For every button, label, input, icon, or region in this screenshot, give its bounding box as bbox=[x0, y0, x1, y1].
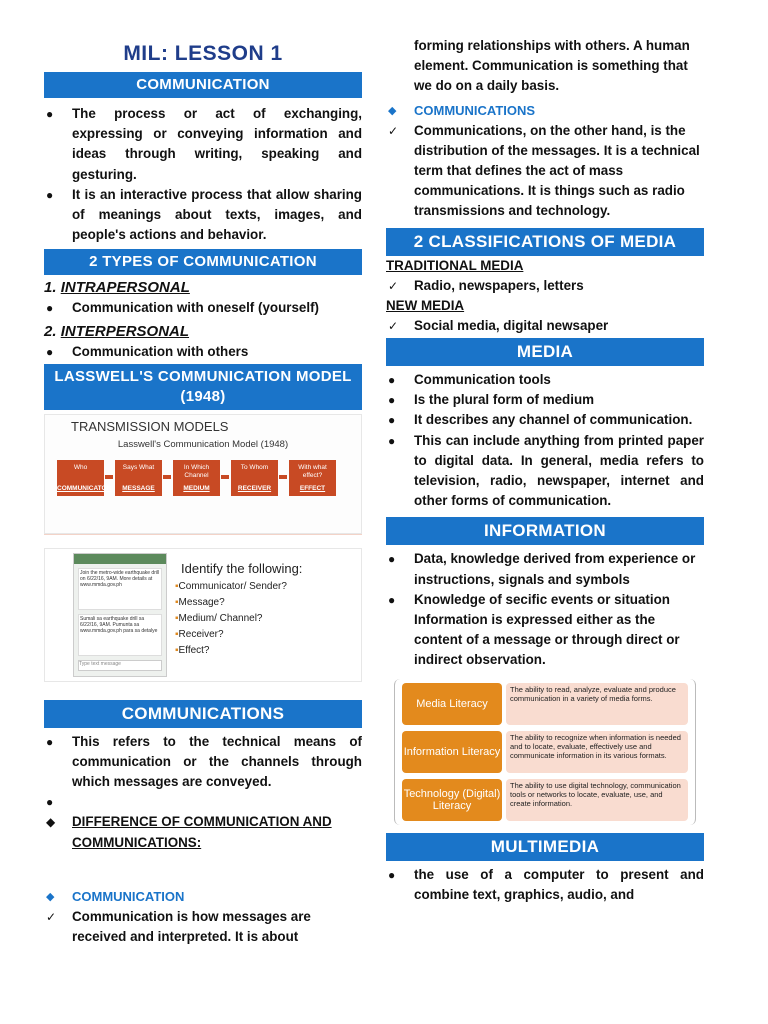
bullet-icon: ● bbox=[46, 795, 54, 810]
bullet-icon: ● bbox=[46, 344, 54, 359]
list-item: ✓ Social media, digital newsaper bbox=[386, 316, 704, 336]
phone-screen bbox=[73, 553, 167, 677]
interpersonal-heading: 2. INTERPERSONAL bbox=[44, 322, 190, 340]
list-item bbox=[44, 792, 362, 812]
check-icon: ✓ bbox=[388, 278, 399, 293]
new-media-label: NEW MEDIA bbox=[386, 297, 465, 313]
list-item: ✓ Radio, newspapers, letters bbox=[386, 276, 704, 296]
bullet-icon: ● bbox=[388, 393, 396, 408]
literacy-label: Technology (Digital) Literacy bbox=[402, 779, 502, 821]
right-column bbox=[386, 0, 704, 905]
literacy-desc: The ability to read, analyze, evaluate and produce communication in a variety of media forms. bbox=[506, 683, 688, 725]
sms-message: Sumali sa earthquake drill sa 6/22/16, 9AM. Pumunta sa www.mmda.gov.ph para sa detalye bbox=[78, 614, 162, 656]
check-icon: ✓ bbox=[388, 318, 399, 333]
list-item: ● Is the plural form of medium bbox=[386, 390, 704, 410]
identify-option: ▪Message? bbox=[175, 596, 225, 608]
communication-subheading: ◆ COMMUNICATION bbox=[44, 887, 362, 907]
literacy-diagram bbox=[386, 679, 704, 829]
literacy-row bbox=[402, 779, 692, 821]
diamond-icon: ◆ bbox=[388, 104, 397, 117]
intrapersonal-heading: 1. INTRAPERSONAL bbox=[44, 279, 190, 297]
lasswell-subheading: Lasswell's Communication Model (1948) bbox=[117, 438, 289, 450]
identify-option: ▪Communicator/ Sender? bbox=[175, 580, 287, 592]
model-step: With what effect? EFFECT bbox=[289, 460, 336, 496]
transmission-models-heading: TRANSMISSION MODELS bbox=[71, 418, 229, 434]
diamond-icon: ◆ bbox=[46, 890, 55, 903]
list-item: ● Communication with oneself (yourself) bbox=[44, 298, 362, 318]
sms-message: Join the metro-wide earthquake drill on 6/22/16, 9AM. More details at www.mmda.gov.ph bbox=[78, 568, 162, 610]
types-bar: 2 TYPES OF COMMUNICATION bbox=[44, 249, 362, 275]
bullet-icon: ● bbox=[388, 592, 396, 607]
information-text: Information is expressed either as the content of a message or through direct or indirect observation. bbox=[414, 612, 680, 668]
left-column bbox=[44, 0, 362, 947]
list-item: ✓ Communication is how messages are received and interpreted. It is about bbox=[46, 908, 311, 945]
arrow-icon bbox=[163, 475, 171, 479]
check-icon: ✓ bbox=[388, 123, 399, 138]
list-item: ● Knowledge of secific events or situation bbox=[386, 590, 704, 610]
page-title: MIL: LESSON 1 bbox=[123, 42, 283, 65]
list-item: ● The process or act of exchanging, expressing or conveying information and ideas through writing, speaking and gesturing. bbox=[46, 106, 362, 182]
bullet-icon: ● bbox=[388, 373, 396, 388]
list-item: ● It is an interactive process that allow sharing of meanings about texts, images, and people's actions and behavior. bbox=[46, 186, 362, 243]
traditional-media-label: TRADITIONAL MEDIA bbox=[386, 257, 524, 273]
bullet-icon: ● bbox=[46, 734, 54, 749]
literacy-row bbox=[402, 683, 692, 725]
model-step: In Which Channel MEDIUM bbox=[173, 460, 220, 496]
diamond-icon: ◆ bbox=[46, 815, 56, 830]
literacy-desc: The ability to recognize when information is needed and to locate, evaluate, effectively use and communicate information in its various formats. bbox=[506, 731, 688, 773]
literacy-label: Media Literacy bbox=[402, 683, 502, 725]
lasswell-model-image bbox=[44, 414, 362, 534]
model-step: Says What MESSAGE bbox=[115, 460, 162, 496]
phone-sms-image bbox=[44, 548, 362, 682]
sms-input: Type text message bbox=[78, 660, 162, 671]
continued-text: forming relationships with others. A human element. Communication is something that we do on a daily basis. bbox=[414, 38, 690, 94]
list-item: ● Data, knowledge derived from experience or instructions, signals and symbols bbox=[388, 551, 696, 587]
literacy-row bbox=[402, 731, 692, 773]
bullet-icon: ● bbox=[46, 107, 54, 121]
identify-heading: Identify the following: bbox=[181, 560, 303, 576]
bullet-icon: ● bbox=[388, 433, 396, 448]
bullet-icon: ● bbox=[388, 413, 396, 428]
arrow-icon bbox=[279, 475, 287, 479]
arrow-icon bbox=[105, 475, 113, 479]
bullet-icon: ● bbox=[388, 867, 396, 882]
list-item: ● Communication with others bbox=[44, 342, 362, 362]
check-icon: ✓ bbox=[46, 909, 57, 924]
difference-heading: ◆ DIFFERENCE OF COMMUNICATION AND COMMUNICATIONS: bbox=[46, 814, 332, 850]
literacy-label: Information Literacy bbox=[402, 731, 502, 773]
list-item: ● This can include anything from printed paper to digital data. In general, media refers to television, radio, newspaper, internet and other forms of communication. bbox=[388, 432, 704, 509]
classifications-bar: 2 CLASSIFICATIONS OF MEDIA bbox=[386, 228, 704, 256]
list-item: ● the use of a computer to present and combine text, graphics, audio, and bbox=[388, 866, 704, 902]
information-bar: INFORMATION bbox=[386, 517, 704, 545]
bullet-icon: ● bbox=[46, 187, 54, 202]
model-step: To Whom RECEIVER bbox=[231, 460, 278, 496]
communication-bar: COMMUNICATION bbox=[44, 72, 362, 98]
arrow-icon bbox=[221, 475, 229, 479]
multimedia-bar: MULTIMEDIA bbox=[386, 833, 704, 861]
list-item: ● This refers to the technical means of communication or the channels through which messages are conveyed. bbox=[46, 733, 362, 790]
communications-subheading: ◆ COMMUNICATIONS bbox=[386, 101, 704, 121]
bullet-icon: ● bbox=[46, 301, 54, 316]
literacy-desc: The ability to use digital technology, communication tools or networks to locate, evaluate, use, and create information. bbox=[506, 779, 688, 821]
identify-option: ▪Receiver? bbox=[175, 628, 224, 640]
list-item: ● Communication tools bbox=[386, 370, 704, 390]
model-step: Who COMMUNICATOR bbox=[57, 460, 104, 496]
list-item: ● It describes any channel of communication. bbox=[386, 410, 704, 430]
lasswell-bar: LASSWELL'S COMMUNICATION MODEL (1948) bbox=[44, 364, 362, 410]
bullet-icon: ● bbox=[388, 552, 396, 567]
media-bar: MEDIA bbox=[386, 338, 704, 366]
identify-option: ▪Effect? bbox=[175, 644, 210, 656]
communications-bar: COMMUNICATIONS bbox=[44, 700, 362, 728]
list-item: ✓ Communications, on the other hand, is the distribution of the messages. It is a technical term that defines the act of mass communications. It is things such as radio transmissions and technology. bbox=[388, 122, 700, 219]
identify-option: ▪Medium/ Channel? bbox=[175, 612, 263, 624]
